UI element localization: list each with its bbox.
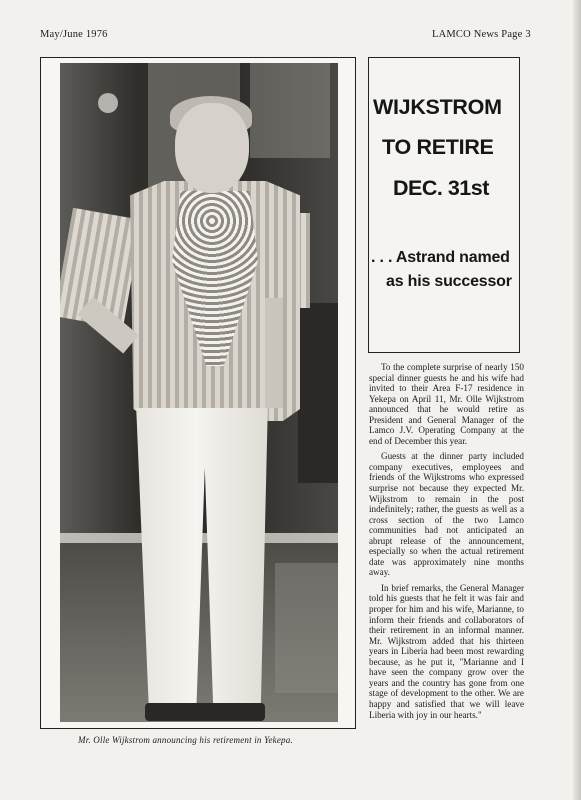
subheadline-line-2: as his successor <box>386 273 512 290</box>
article-paragraph: To the complete surprise of nearly 150 special dinner guests he and his wife had invited to their Area F-17 residence in Yekepa on April 11, Mr. Olle Wijkstrom announced that he would retire as President and General Manager of the Lamco J.V. Operating Company at the end of December this year. <box>369 362 524 446</box>
wijkstrom-photo <box>60 63 338 722</box>
photo-caption: Mr. Olle Wijkstrom announcing his retirement in Yekepa. <box>78 735 293 745</box>
issue-date: May/June 1976 <box>40 29 108 40</box>
subheadline-line-1: . . . Astrand named <box>371 249 510 266</box>
article-paragraph: Guests at the dinner party included company executives, employees and friends of the Wijkstroms who expressed surprise not because they expected Mr. Wijkstrom to remain in the post indefinitely; rather, the guests as well as a cross section of the two Lamco communities had not anticipated an abrupt release of the announcement, especially so when the actual retirement date was approximately nine months away. <box>369 451 524 578</box>
headline-line-2: TO RETIRE <box>382 135 494 159</box>
article-paragraph: In brief remarks, the General Manager told his guests that he felt it was fair and proper for him and his wife, Marianne, to inform their friends and collaborators of their retirement in an informal manner. Mr. Wijkstrom added that his thirteen years in Liberia had been most rewarding because, as he put it, "Marianne and I have seen the company grow over the years and the country has gone from one stage of development to the other. We are happy and satisfied that we will leave Liberia with joy in our hearts." <box>369 582 524 720</box>
page-edge-shadow <box>573 0 581 800</box>
headline-line-3: DEC. 31st <box>393 176 489 200</box>
article-body <box>369 362 524 720</box>
headline-line-1: WIJKSTROM <box>373 95 502 119</box>
publication-page-label: LAMCO News Page 3 <box>432 29 531 40</box>
